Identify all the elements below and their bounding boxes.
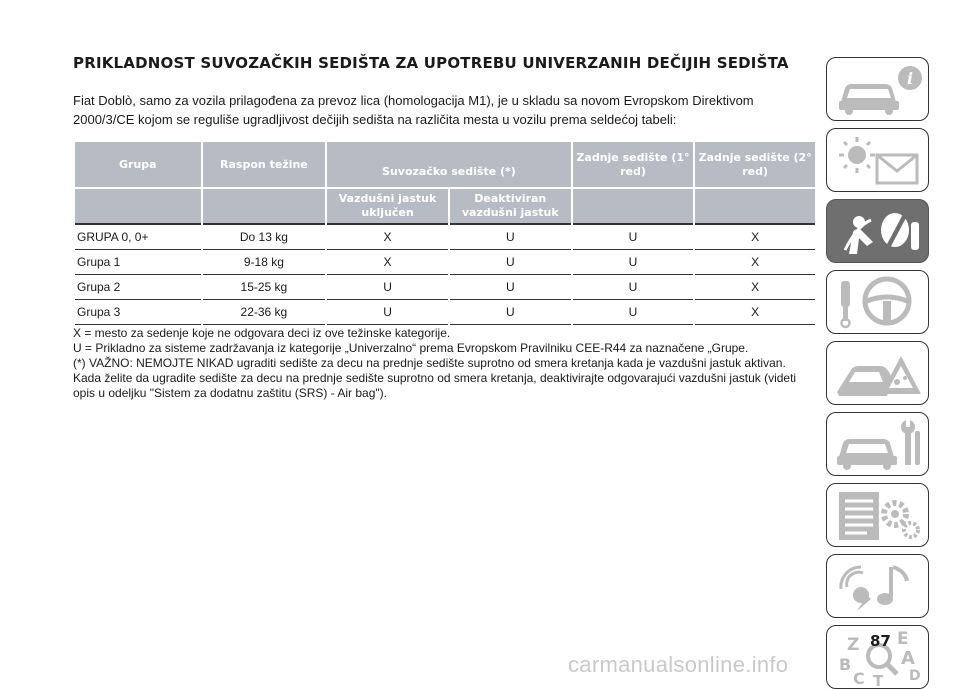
car-maintenance-icon — [827, 413, 929, 476]
cell-rear-2: X — [695, 300, 815, 325]
index-letter: Z — [847, 635, 860, 655]
cell-airbag-off: U — [450, 250, 571, 275]
cell-group: Grupa 1 — [75, 250, 201, 275]
header-rear-row-1: Zadnje sedište (1° red) — [573, 142, 694, 187]
header-rear-row-2: Zadnje sedište (2° red) — [695, 142, 815, 187]
header-airbag-off: Deaktiviran vazdušni jastuk — [450, 187, 571, 223]
tab-technical-data[interactable] — [826, 483, 929, 547]
page-number: 87 — [870, 632, 891, 650]
note-x: X = mesto za sedenje koje ne odgovara deci iz ove težinske kategorije. — [73, 326, 451, 340]
tab-car-info[interactable] — [826, 57, 929, 121]
cell-group: GRUPA 0, 0+ — [75, 223, 201, 250]
cell-group: Grupa 2 — [75, 275, 201, 300]
svg-text:i: i — [906, 69, 914, 88]
table-row — [75, 275, 815, 300]
cell-group: Grupa 3 — [75, 300, 201, 325]
cell-weight: 9-18 kg — [203, 250, 326, 275]
cell-weight: 15-25 kg — [203, 275, 326, 300]
table-row — [75, 300, 815, 325]
technical-data-icon — [827, 484, 929, 547]
cell-airbag-on: X — [327, 250, 448, 275]
cell-airbag-off: U — [450, 300, 571, 325]
table-notes — [73, 326, 813, 401]
table-subheader-row — [75, 187, 815, 223]
tab-safety[interactable] — [826, 199, 929, 263]
tab-starting-driving[interactable] — [826, 270, 929, 334]
header-group: Grupa — [75, 142, 201, 187]
index-letter: D — [909, 668, 921, 684]
table-row — [75, 223, 815, 250]
cell-rear-1: U — [573, 275, 694, 300]
table-row — [75, 250, 815, 275]
car-info-icon — [827, 58, 929, 121]
cell-rear-1: U — [573, 223, 694, 250]
multimedia-icon — [827, 555, 929, 618]
page-title: PRIKLADNOST SUVOZAČKIH SEDIŠTA ZA UPOTREBU UNIVERZANIH DEČIJIH SEDIŠTA — [73, 54, 789, 72]
breakdown-icon — [827, 342, 929, 405]
key-steering-icon — [827, 271, 929, 334]
cell-rear-2: X — [695, 250, 815, 275]
note-u: U = Prikladno za sisteme zadržavanja iz kategorije „Univerzalno“ prema Evropskom Pravilniku CEE-R44 za naznačene „Grupe. — [73, 341, 749, 355]
watermark: carmanualsonline.info — [568, 652, 789, 677]
subheader-empty — [695, 187, 815, 223]
cell-rear-2: X — [695, 223, 815, 250]
cell-airbag-on: U — [327, 275, 448, 300]
tab-warning-lights[interactable] — [826, 128, 929, 192]
header-passenger-seat: Suvozačko sedište (*) — [327, 142, 570, 187]
index-letter: B — [839, 655, 852, 674]
warning-lights-icon — [827, 129, 929, 192]
index-letter: A — [901, 648, 915, 669]
cell-rear-2: X — [695, 275, 815, 300]
seat-airbag-icon — [827, 200, 929, 263]
cell-weight: Do 13 kg — [203, 223, 326, 250]
cell-rear-1: U — [573, 250, 694, 275]
index-letter: T — [873, 672, 884, 689]
cell-weight: 22-36 kg — [203, 300, 326, 325]
tab-multimedia[interactable] — [826, 554, 929, 618]
subheader-empty — [573, 187, 694, 223]
table-header-row — [75, 142, 815, 187]
cell-airbag-off: U — [450, 275, 571, 300]
cell-rear-1: U — [573, 300, 694, 325]
header-weight: Raspon težine — [203, 142, 326, 187]
tab-emergency[interactable] — [826, 341, 929, 405]
tab-maintenance[interactable] — [826, 412, 929, 476]
intro-paragraph: Fiat Doblò, samo za vozila prilagođena za prevoz lica (homologacija M1), je u skladu sa novom Evropskom Direktivom 2000/3/CE kojom se reguliše ugradljivost dečijih sedišta na različita mesta u vozilu prema seldećoj tabeli: — [73, 93, 754, 127]
subheader-empty — [203, 187, 326, 223]
note-warning: (*) VAŽNO: NEMOJTE NIKAD ugraditi sedište za decu na prednje sedište suprotno od smera kretanja kada je vazdušni jastuk aktivan. Kada želite da ugradite sedište za decu na prednje sedište suprotno od smera kretanja, deaktivirajte odgovarajući vazdušni jastuk (videti opis u odeljku "Sistem za dodatnu zaštitu (SRS) - Air bag"). — [73, 356, 797, 400]
cell-airbag-off: U — [450, 223, 571, 250]
index-letter: E — [897, 629, 909, 649]
subheader-empty — [75, 187, 201, 223]
index-letter: C — [853, 669, 865, 688]
cell-airbag-on: U — [327, 300, 448, 325]
header-airbag-on: Vazdušni jastuk uključen — [327, 187, 448, 223]
cell-airbag-on: X — [327, 223, 448, 250]
child-seat-table — [73, 142, 817, 325]
